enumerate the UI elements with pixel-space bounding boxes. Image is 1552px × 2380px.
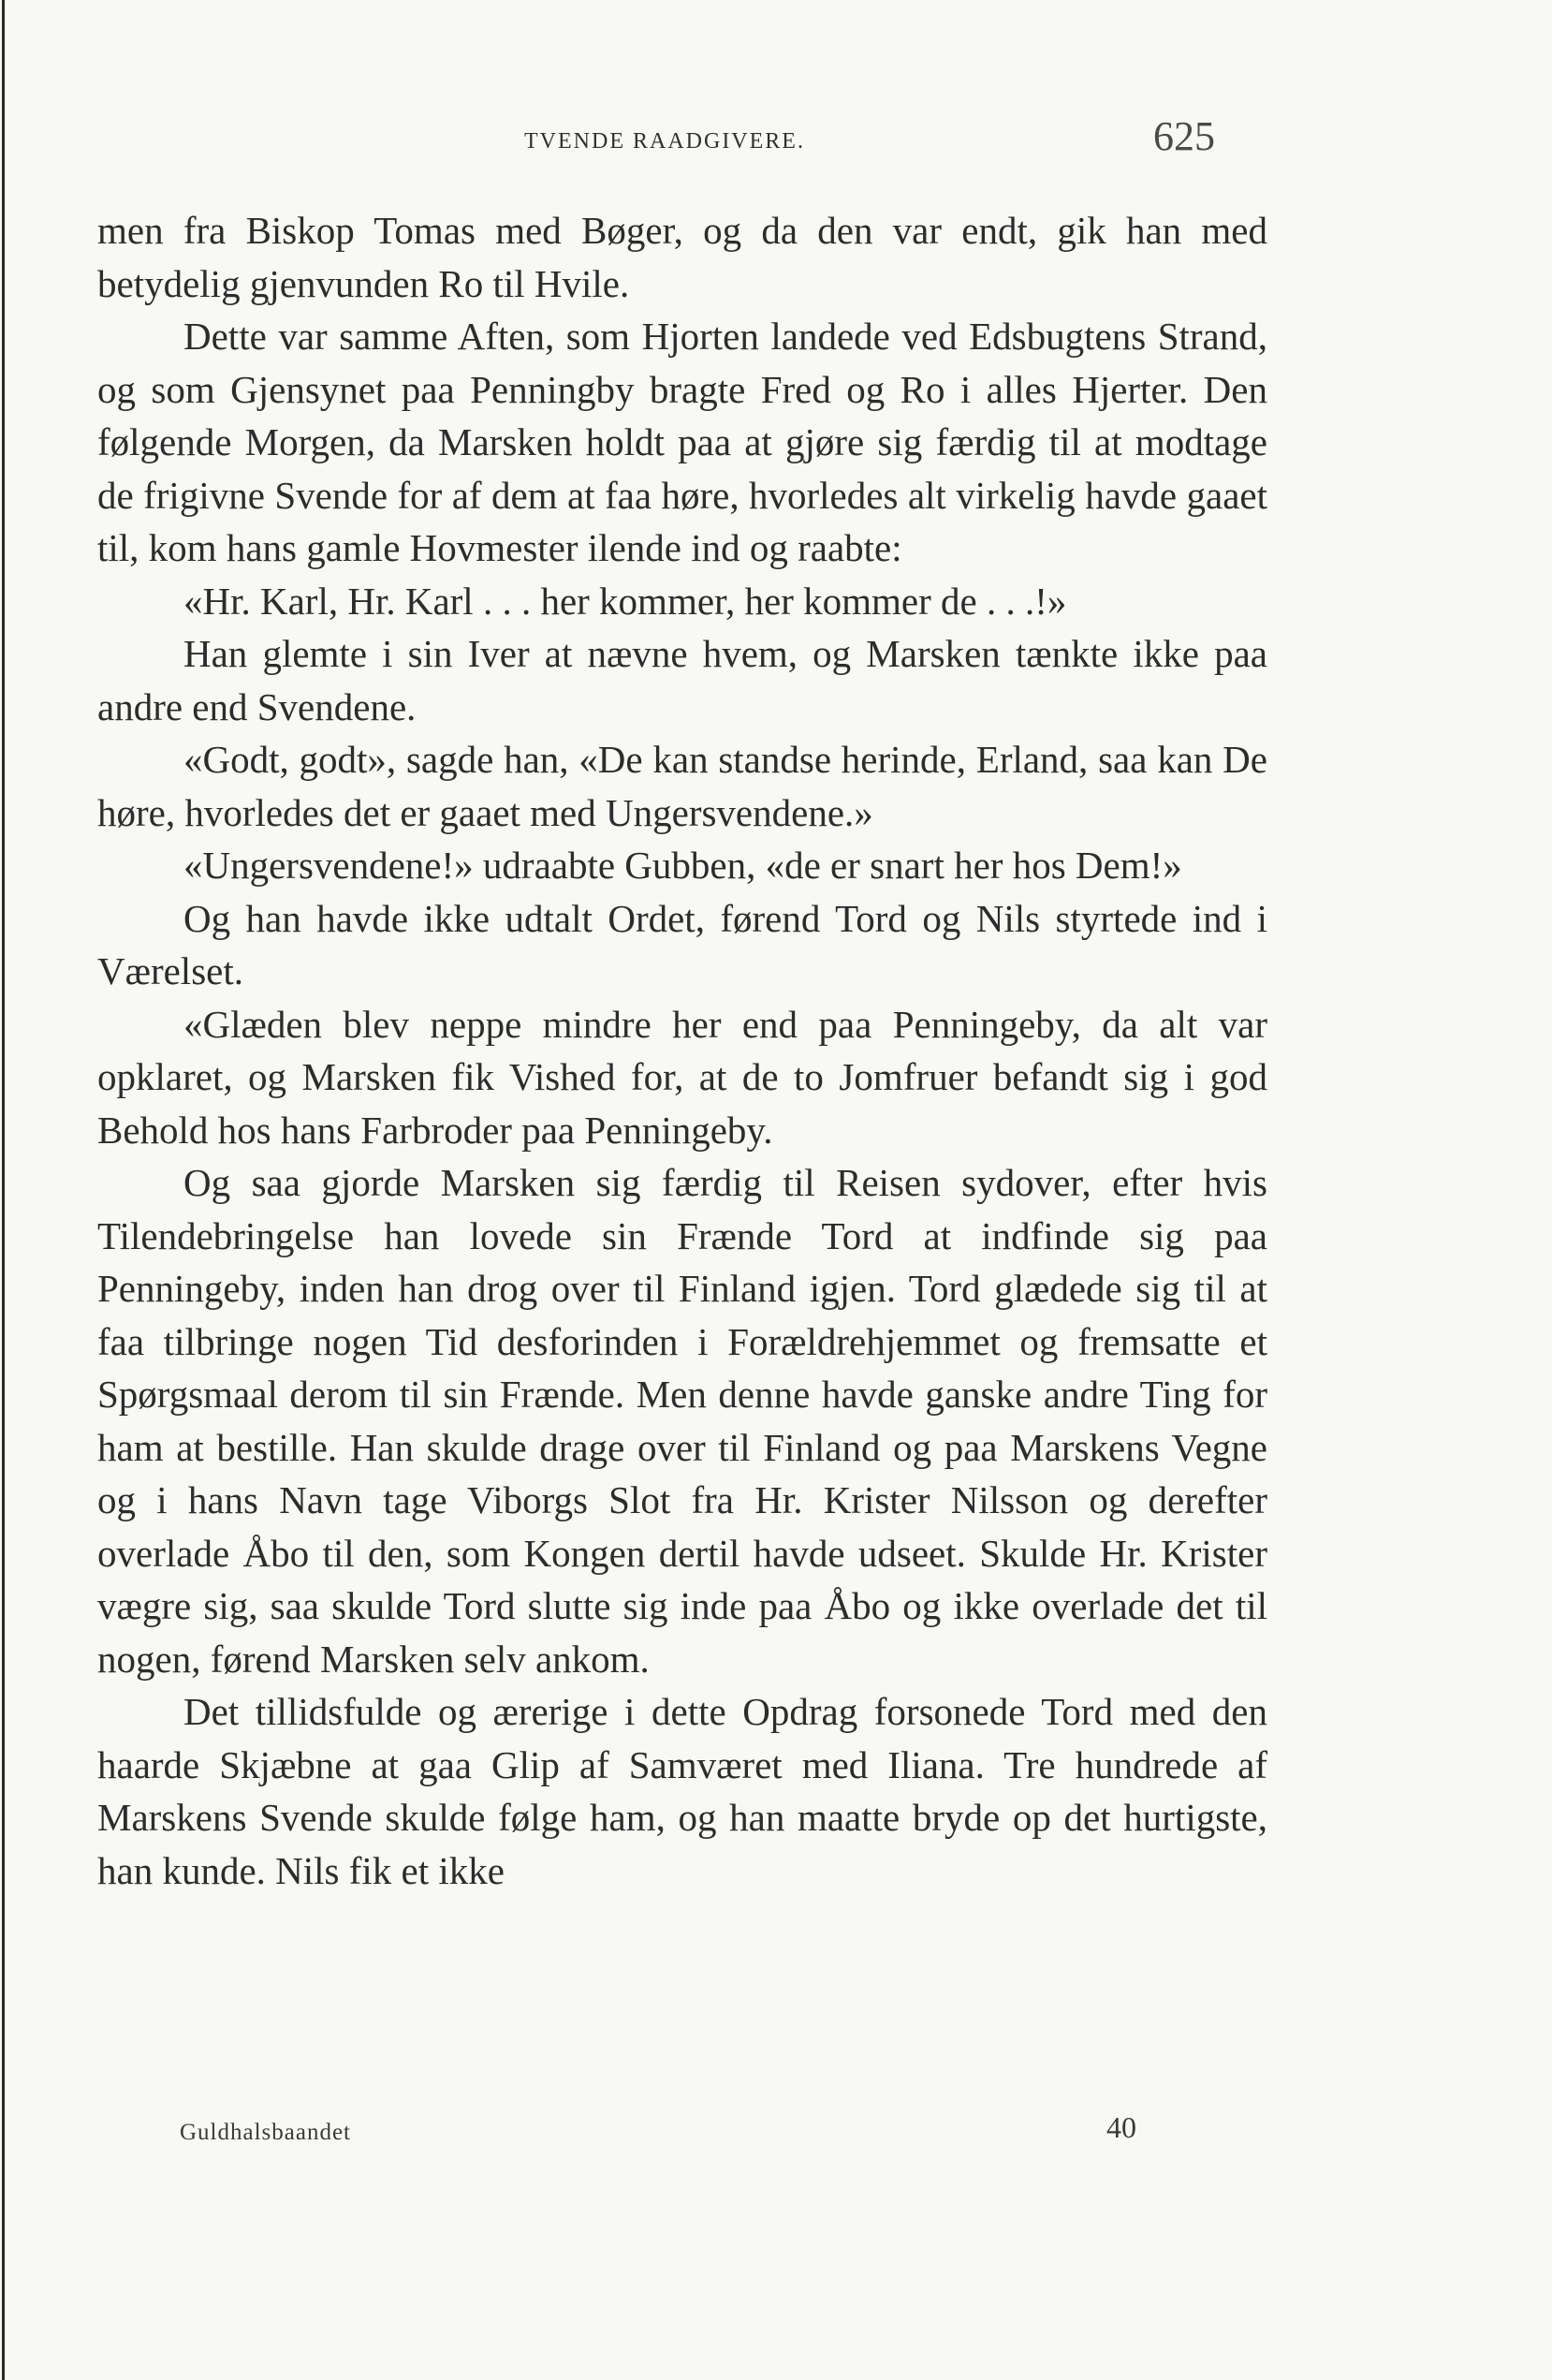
paragraph: Dette var samme Aften, som Hjorten landede ved Edsbugtens Strand, og som Gjensynet paa Penningby bragte Fred og Ro i alles Hjerter. Den følgende Morgen, da Marsken holdt paa at gjøre sig færdig til at modtage de frigivne Svende for af dem at faa høre, hvorledes alt virkelig havde gaaet til, kom hans gamle Hovmester ilende ind og raabte: (97, 315, 1267, 569)
body-text (97, 204, 1267, 1897)
paragraph: Han glemte i sin Iver at nævne hvem, og Marsken tænkte ikke paa andre end Svendene. (97, 632, 1267, 728)
paragraph: «Godt, godt», sagde han, «De kan standse herinde, Erland, saa kan De høre, hvorledes det er gaaet med Ungersvendene.» (97, 738, 1267, 834)
paragraph: «Hr. Karl, Hr. Karl . . . her kommer, her kommer de . . .!» (183, 579, 1067, 623)
paragraph: men fra Biskop Tomas med Bøger, og da den var endt, gik han med betydelig gjenvunden Ro til Hvile. (97, 209, 1267, 305)
paragraph: «Glæden blev neppe mindre her end paa Penningeby, da alt var opklaret, og Marsken fik Vished for, at de to Jomfruer befandt sig i god Behold hos hans Farbroder paa Penningeby. (97, 1002, 1267, 1152)
paragraph: Og han havde ikke udtalt Ordet, førend Tord og Nils styrtede ind i Værelset. (97, 896, 1267, 992)
signature-mark: Guldhalsbaandet (180, 2120, 352, 2145)
sheet-number: 40 (1106, 2110, 1136, 2144)
running-head: TVENDE RAADGIVERE. (524, 129, 805, 154)
paragraph: Og saa gjorde Marsken sig færdig til Reisen sydover, efter hvis Tilendebringelse han lovede sin Frænde Tord at indfinde sig paa Penningeby, inden han drog over til Finland igjen. Tord glædede sig til at faa tilbringe nogen Tid desforinden i Forældrehjemmet og fremsatte et Spørgsmaal derom til sin Frænde. Men denne havde ganske andre Ting for ham at bestille. Han skulde drage over til Finland og paa Marskens Vegne og i hans Navn tage Viborgs Slot fra Hr. Krister Nilsson og derefter overlade Åbo til den, som Kongen dertil havde udseet. Skulde Hr. Krister vægre sig, saa skulde Tord slutte sig inde paa Åbo og ikke overlade det til nogen, førend Marsken selv ankom. (97, 1161, 1267, 1681)
paragraph: Det tillidsfulde og ærerige i dette Opdrag forsonede Tord med den haarde Skjæbne at gaa Glip af Samværet med Iliana. Tre hundrede af Marskens Svende skulde følge ham, og han maatte bryde op det hurtigste, han kunde. Nils fik et ikke (97, 1690, 1267, 1892)
scan-edge-line (2, 0, 5, 2380)
paragraph: «Ungersvendene!» udraabte Gubben, «de er snart her hos Dem!» (183, 844, 1182, 887)
page-number: 625 (1153, 113, 1215, 159)
